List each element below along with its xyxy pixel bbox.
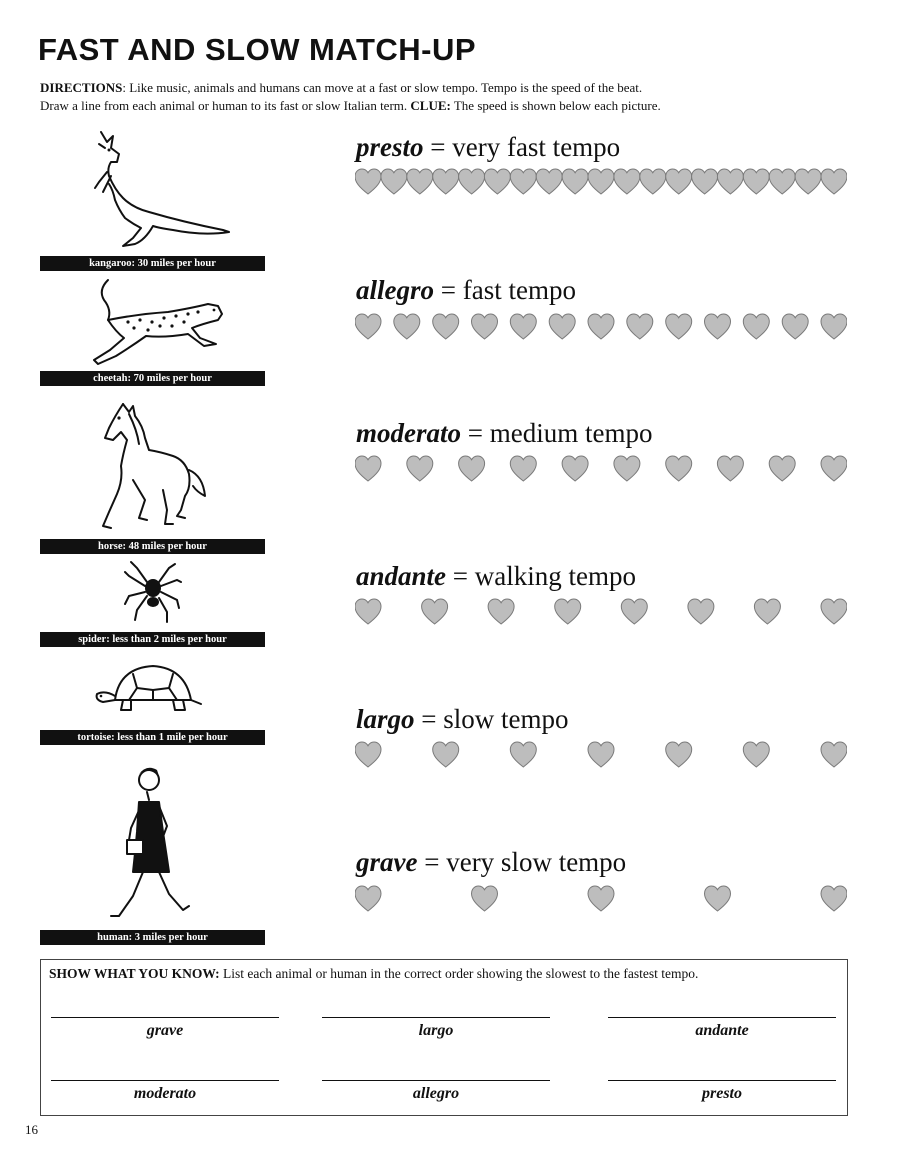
heart-icon xyxy=(510,742,536,767)
heart-icon xyxy=(394,314,420,339)
heart-icon xyxy=(459,456,485,481)
heart-icon xyxy=(666,314,692,339)
hearts-andante xyxy=(355,598,847,626)
answer-slot-6[interactable] xyxy=(607,1080,837,1103)
term-allegro-word: allegro xyxy=(356,275,434,305)
spider-icon xyxy=(123,560,183,626)
heart-icon xyxy=(588,314,614,339)
heart-icon xyxy=(614,169,640,194)
heart-icon xyxy=(717,456,743,481)
heart-icon xyxy=(433,169,459,194)
hearts-largo xyxy=(355,741,847,769)
heart-icon xyxy=(488,599,514,624)
horse-illustration xyxy=(40,400,265,534)
heart-icon xyxy=(614,456,640,481)
heart-icon xyxy=(705,314,731,339)
term-presto-meaning: = very fast tempo xyxy=(423,132,621,162)
heart-icon xyxy=(743,742,769,767)
heart-icon xyxy=(355,742,381,767)
heart-icon xyxy=(381,169,407,194)
human-icon xyxy=(103,766,203,924)
heart-icon xyxy=(821,886,847,911)
show-what-you-know-label: SHOW WHAT YOU KNOW: xyxy=(49,966,220,981)
heart-icon xyxy=(717,169,743,194)
page-title: FAST AND SLOW MATCH-UP xyxy=(38,32,477,67)
heart-icon xyxy=(795,169,821,194)
heart-icon xyxy=(355,314,381,339)
kangaroo-icon xyxy=(63,128,243,250)
answer-word-presto: presto xyxy=(702,1085,742,1102)
heart-icon xyxy=(510,169,536,194)
answer-word-andante: andante xyxy=(695,1022,749,1039)
heart-icon xyxy=(562,169,588,194)
hearts-allegro xyxy=(355,313,847,341)
tortoise-illustration xyxy=(40,660,265,720)
page-number: 16 xyxy=(25,1122,38,1137)
heart-icon xyxy=(821,314,847,339)
show-what-you-know-text: List each animal or human in the correct order showing the slowest to the fastest tempo. xyxy=(219,966,699,981)
term-grave xyxy=(356,847,626,877)
heart-icon xyxy=(627,314,653,339)
answer-word-allegro: allegro xyxy=(412,1085,460,1102)
cheetah-caption: cheetah: 70 miles per hour xyxy=(40,371,265,386)
term-andante-word: andante xyxy=(356,561,447,591)
heart-icon xyxy=(821,169,847,194)
term-andante xyxy=(356,561,636,591)
heart-icon xyxy=(510,314,536,339)
answer-word-grave: grave xyxy=(146,1022,184,1039)
clue-text: The speed is shown below each picture. xyxy=(450,98,661,113)
hearts-grave xyxy=(355,885,847,913)
hearts-row-andante xyxy=(355,598,847,626)
hearts-row-moderato xyxy=(355,455,847,483)
term-allegro-meaning: = fast tempo xyxy=(434,275,576,305)
kangaroo-illustration xyxy=(40,128,265,250)
heart-icon xyxy=(433,742,459,767)
kangaroo-caption: kangaroo: 30 miles per hour xyxy=(40,256,265,271)
spider-illustration xyxy=(40,560,265,626)
heart-icon xyxy=(821,742,847,767)
heart-icon xyxy=(743,314,769,339)
heart-icon xyxy=(769,169,795,194)
term-largo-meaning: = slow tempo xyxy=(414,704,569,734)
answer-slot-2[interactable] xyxy=(321,1017,551,1040)
heart-icon xyxy=(355,456,381,481)
heart-icon xyxy=(407,169,433,194)
hearts-row-allegro xyxy=(355,313,847,341)
term-presto xyxy=(356,132,620,162)
heart-icon xyxy=(821,599,847,624)
hearts-row-grave xyxy=(355,885,847,913)
term-grave-word: grave xyxy=(356,847,418,877)
hearts-row-largo xyxy=(355,741,847,769)
heart-icon xyxy=(536,169,562,194)
heart-icon xyxy=(688,599,714,624)
heart-icon xyxy=(562,456,588,481)
heart-icon xyxy=(588,742,614,767)
heart-icon xyxy=(769,456,795,481)
answer-slot-5[interactable] xyxy=(321,1080,551,1103)
heart-icon xyxy=(433,314,459,339)
show-what-you-know-instructions xyxy=(49,966,698,982)
heart-icon xyxy=(666,456,692,481)
hearts-presto xyxy=(355,168,847,196)
heart-icon xyxy=(754,599,780,624)
heart-icon xyxy=(355,886,381,911)
heart-icon xyxy=(472,314,498,339)
heart-icon xyxy=(666,742,692,767)
clue-label: CLUE: xyxy=(410,98,451,113)
human-illustration xyxy=(40,766,265,924)
directions-text-1: : Like music, animals and humans can move at a fast or slow tempo. Tempo is the speed of the beat. xyxy=(122,80,643,95)
term-largo-word: largo xyxy=(356,704,415,734)
answer-word-moderato: moderato xyxy=(133,1085,197,1102)
answer-slot-3[interactable] xyxy=(607,1017,837,1040)
spider-caption: spider: less than 2 miles per hour xyxy=(40,632,265,647)
directions-text-2: Draw a line from each animal or human to its fast or slow Italian term. xyxy=(40,98,411,113)
show-what-you-know-box xyxy=(40,959,848,1116)
directions-label: DIRECTIONS xyxy=(40,80,123,95)
heart-icon xyxy=(422,599,448,624)
hearts-row-presto xyxy=(355,168,847,196)
answer-slot-1[interactable] xyxy=(50,1017,280,1040)
term-grave-meaning: = very slow tempo xyxy=(417,847,627,877)
heart-icon xyxy=(821,456,847,481)
heart-icon xyxy=(640,169,666,194)
heart-icon xyxy=(666,169,692,194)
heart-icon xyxy=(621,599,647,624)
horse-caption: horse: 48 miles per hour xyxy=(40,539,265,554)
heart-icon xyxy=(555,599,581,624)
term-presto-word: presto xyxy=(356,132,424,162)
human-caption: human: 3 miles per hour xyxy=(40,930,265,945)
heart-icon xyxy=(743,169,769,194)
tortoise-caption: tortoise: less than 1 mile per hour xyxy=(40,730,265,745)
answer-slot-4[interactable] xyxy=(50,1080,280,1103)
heart-icon xyxy=(692,169,718,194)
term-moderato-word: moderato xyxy=(356,418,461,448)
tortoise-icon xyxy=(93,660,213,720)
heart-icon xyxy=(484,169,510,194)
term-moderato-meaning: = medium tempo xyxy=(461,418,653,448)
heart-icon xyxy=(472,886,498,911)
directions xyxy=(40,79,870,115)
heart-icon xyxy=(705,886,731,911)
cheetah-illustration xyxy=(40,276,265,366)
heart-icon xyxy=(588,169,614,194)
heart-icon xyxy=(549,314,575,339)
heart-icon xyxy=(355,599,381,624)
term-moderato xyxy=(356,418,652,448)
hearts-moderato xyxy=(355,455,847,483)
term-andante-meaning: = walking tempo xyxy=(446,561,636,591)
answer-word-largo: largo xyxy=(418,1022,454,1039)
horse-icon xyxy=(93,400,213,534)
heart-icon xyxy=(355,169,381,194)
term-allegro xyxy=(356,275,576,305)
heart-icon xyxy=(588,886,614,911)
heart-icon xyxy=(459,169,485,194)
term-largo xyxy=(356,704,569,734)
heart-icon xyxy=(782,314,808,339)
heart-icon xyxy=(407,456,433,481)
heart-icon xyxy=(510,456,536,481)
cheetah-icon xyxy=(68,276,238,366)
